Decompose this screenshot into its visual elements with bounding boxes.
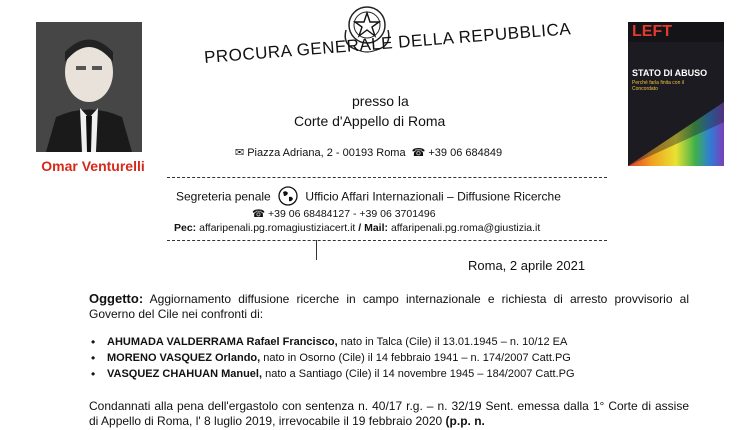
person-details: nato in Osorno (Cile) il 14 febbraio 1941 – n. 174/2007 Catt.PG <box>263 352 571 364</box>
office-court: Corte d'Appello di Roma <box>294 113 446 129</box>
person-name: AHUMADA VALDERRAMA Rafael Francisco, <box>107 336 338 348</box>
person-details: nato a Santiago (Cile) il 14 novembre 1945 – 184/2007 Catt.PG <box>265 368 575 380</box>
secretariat-right: Ufficio Affari Internazionali – Diffusione Ricerche <box>305 189 561 204</box>
pec-label: Pec: <box>174 222 197 234</box>
subject-label: Oggetto: <box>89 291 144 306</box>
globe-icon <box>278 186 298 209</box>
list-item <box>89 336 729 352</box>
envelope-icon: ✉ <box>235 147 245 159</box>
mail-label: / Mail: <box>358 222 389 234</box>
person-name: VASQUEZ CHAHUAN Manuel, <box>107 368 263 380</box>
secretariat-contacts <box>174 222 540 234</box>
person-name: MORENO VASQUEZ Orlando, <box>107 352 261 364</box>
phone-text: +39 06 684849 <box>428 147 503 159</box>
letter-date: Roma, 2 aprile 2021 <box>468 258 586 273</box>
magazine-cover <box>628 22 724 166</box>
subject-paragraph <box>89 291 689 322</box>
phones-text: +39 06 68484127 - +39 06 3701496 <box>268 208 436 220</box>
sentence-text: Condannati alla pena dell'ergastolo con sentenza n. 40/17 r.g. – n. 32/19 Sent. emessa dalla 1° Corte di assise di Appello di Roma, l' 8 luglio 2019, irrevocabile il 19 febbraio 2020 <box>89 399 689 428</box>
pec-link[interactable]: affaripenali.pg.romagiustiziacert.it <box>199 222 356 234</box>
secretariat-phones <box>252 208 436 220</box>
mail-link[interactable]: affaripenali.pg.roma@giustizia.it <box>390 222 541 234</box>
magazine-logo: LEFT <box>632 23 672 40</box>
list-item <box>89 368 729 384</box>
divider-tick <box>316 240 317 260</box>
secretariat-left: Segreteria penale <box>176 189 271 204</box>
portrait-photo <box>36 22 142 152</box>
telephone-icon: ☎ <box>411 147 426 159</box>
portrait-caption: Omar Venturelli <box>41 158 145 174</box>
telephone-icon: ☎ <box>252 208 268 220</box>
list-item <box>89 352 729 368</box>
address-text: Piazza Adriana, 2 - 00193 Roma <box>247 147 406 159</box>
sentence-tail: (p.p. n. <box>445 414 485 428</box>
office-title: PROCURA GENERALE DELLA REPUBBLICA <box>203 19 572 68</box>
magazine-headline: STATO DI ABUSO <box>632 68 708 78</box>
people-list <box>89 336 729 384</box>
office-subtitle: presso la <box>352 93 409 109</box>
secretariat-header <box>176 186 561 209</box>
subject-text: Aggiornamento diffusione ricerche in campo internazionale e richiesta di arresto provvisorio al Governo del Cile nei confronti di: <box>89 292 690 321</box>
person-details: nato in Talca (Cile) il 13.01.1945 – n. 10/12 EA <box>340 336 568 348</box>
office-address <box>232 146 502 159</box>
sentence-paragraph <box>89 399 689 429</box>
magazine-subhead: Perché farla finita con il Concordato <box>632 80 684 92</box>
